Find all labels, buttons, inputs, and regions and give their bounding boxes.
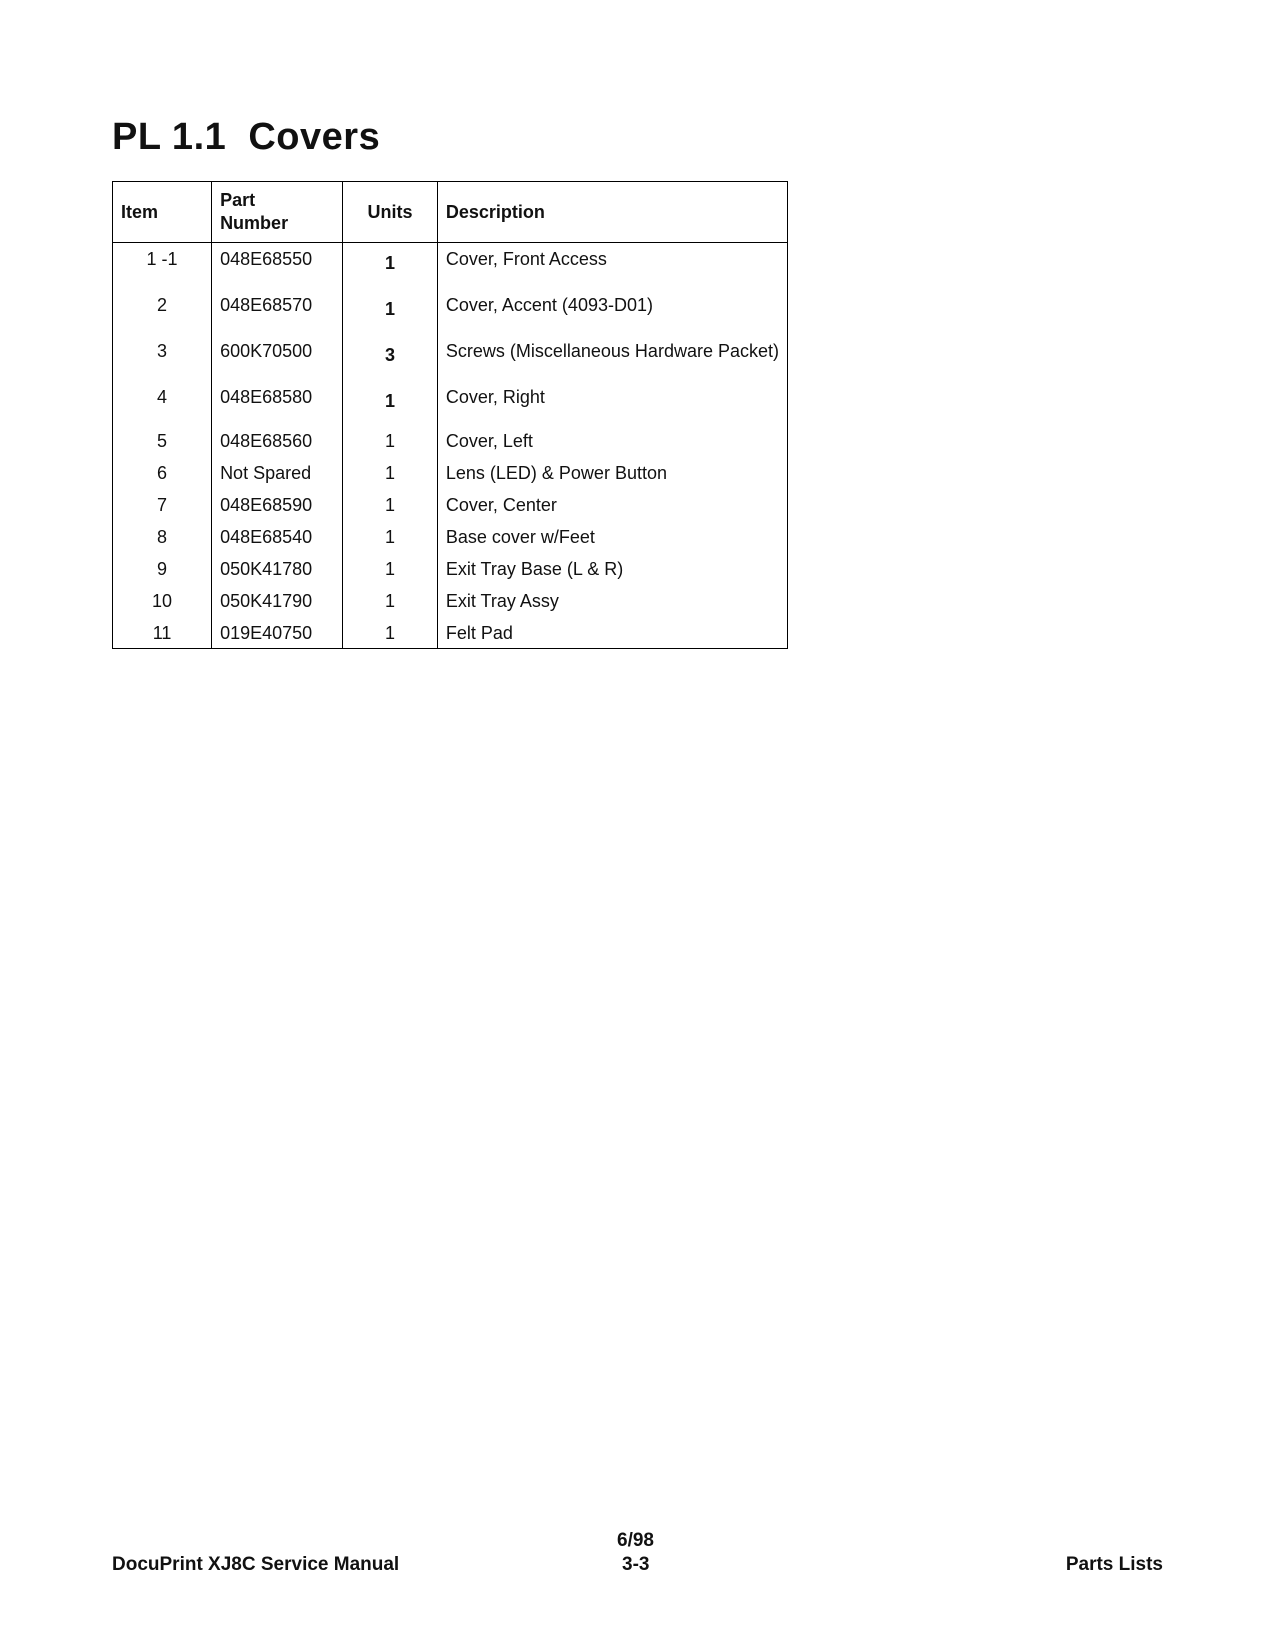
- cell-description: Cover, Accent (4093-D01): [437, 289, 787, 335]
- header-description: Description: [437, 182, 787, 243]
- cell-item: 10: [152, 591, 173, 611]
- cell-item: 8: [157, 527, 168, 547]
- cell-part-number: 050K41790: [212, 587, 343, 619]
- cell-item: 11: [152, 623, 172, 643]
- footer-date: 6/98: [617, 1530, 654, 1551]
- header-units: Units: [343, 182, 438, 243]
- cell-item: 7: [157, 495, 168, 515]
- cell-units: 1: [343, 459, 438, 491]
- cell-description: Felt Pad: [437, 619, 787, 649]
- cell-item: 6: [157, 463, 168, 483]
- cell-part-number: 048E68570: [212, 289, 343, 335]
- table-row: [113, 619, 788, 649]
- cell-units: 1: [343, 381, 438, 427]
- table-row: [113, 335, 788, 381]
- cell-description: Cover, Right: [437, 381, 787, 427]
- table-row: [113, 427, 788, 459]
- table-header-row: [113, 182, 788, 243]
- header-part-number-line1: Part: [220, 190, 256, 210]
- cell-description: Cover, Left: [437, 427, 787, 459]
- cell-part-number: 048E68540: [212, 523, 343, 555]
- cell-description: Base cover w/Feet: [437, 523, 787, 555]
- cell-part-number: Not Spared: [212, 459, 343, 491]
- header-part-number: [212, 182, 343, 243]
- cell-item: 9: [157, 559, 168, 579]
- cell-units: 1: [343, 587, 438, 619]
- cell-units: 3: [343, 335, 438, 381]
- table-row: [113, 491, 788, 523]
- cell-description: Exit Tray Base (L & R): [437, 555, 787, 587]
- table-row: [113, 587, 788, 619]
- cell-part-number: 600K70500: [212, 335, 343, 381]
- cell-item: 4: [157, 387, 168, 407]
- cell-part-number: 048E68580: [212, 381, 343, 427]
- cell-description: Exit Tray Assy: [437, 587, 787, 619]
- table-row: [113, 459, 788, 491]
- cell-units: 1: [343, 555, 438, 587]
- cell-description: Cover, Front Access: [437, 243, 787, 290]
- cell-description: Cover, Center: [437, 491, 787, 523]
- cell-units: 1: [343, 243, 438, 290]
- cell-item: 2: [157, 295, 168, 315]
- footer-page-number: 3-3: [622, 1554, 650, 1575]
- cell-units: 1: [343, 427, 438, 459]
- cell-description: Lens (LED) & Power Button: [437, 459, 787, 491]
- cell-part-number: 048E68550: [212, 243, 343, 290]
- cell-part-number: 019E40750: [212, 619, 343, 649]
- table-row: [113, 555, 788, 587]
- cell-units: 1: [343, 619, 438, 649]
- table-row: [113, 289, 788, 335]
- cell-units: 1: [343, 491, 438, 523]
- cell-part-number: 050K41780: [212, 555, 343, 587]
- header-part-number-line2: Number: [220, 213, 289, 233]
- footer-manual-title: DocuPrint XJ8C Service Manual: [112, 1554, 400, 1575]
- cell-units: 1: [343, 289, 438, 335]
- table-row: [113, 243, 788, 290]
- cell-part-number: 048E68590: [212, 491, 343, 523]
- table-row: [113, 523, 788, 555]
- cell-item: 3: [157, 341, 168, 361]
- cell-item: 5: [157, 431, 168, 451]
- cell-units: 1: [343, 523, 438, 555]
- page-title: PL 1.1 Covers: [112, 116, 381, 158]
- header-item: Item: [113, 182, 212, 243]
- cell-item: 1 -1: [146, 249, 178, 269]
- parts-list-table: [112, 181, 788, 649]
- cell-part-number: 048E68560: [212, 427, 343, 459]
- table-row: [113, 381, 788, 427]
- footer-section: Parts Lists: [1065, 1554, 1163, 1575]
- cell-description: Screws (Miscellaneous Hardware Packet): [437, 335, 787, 381]
